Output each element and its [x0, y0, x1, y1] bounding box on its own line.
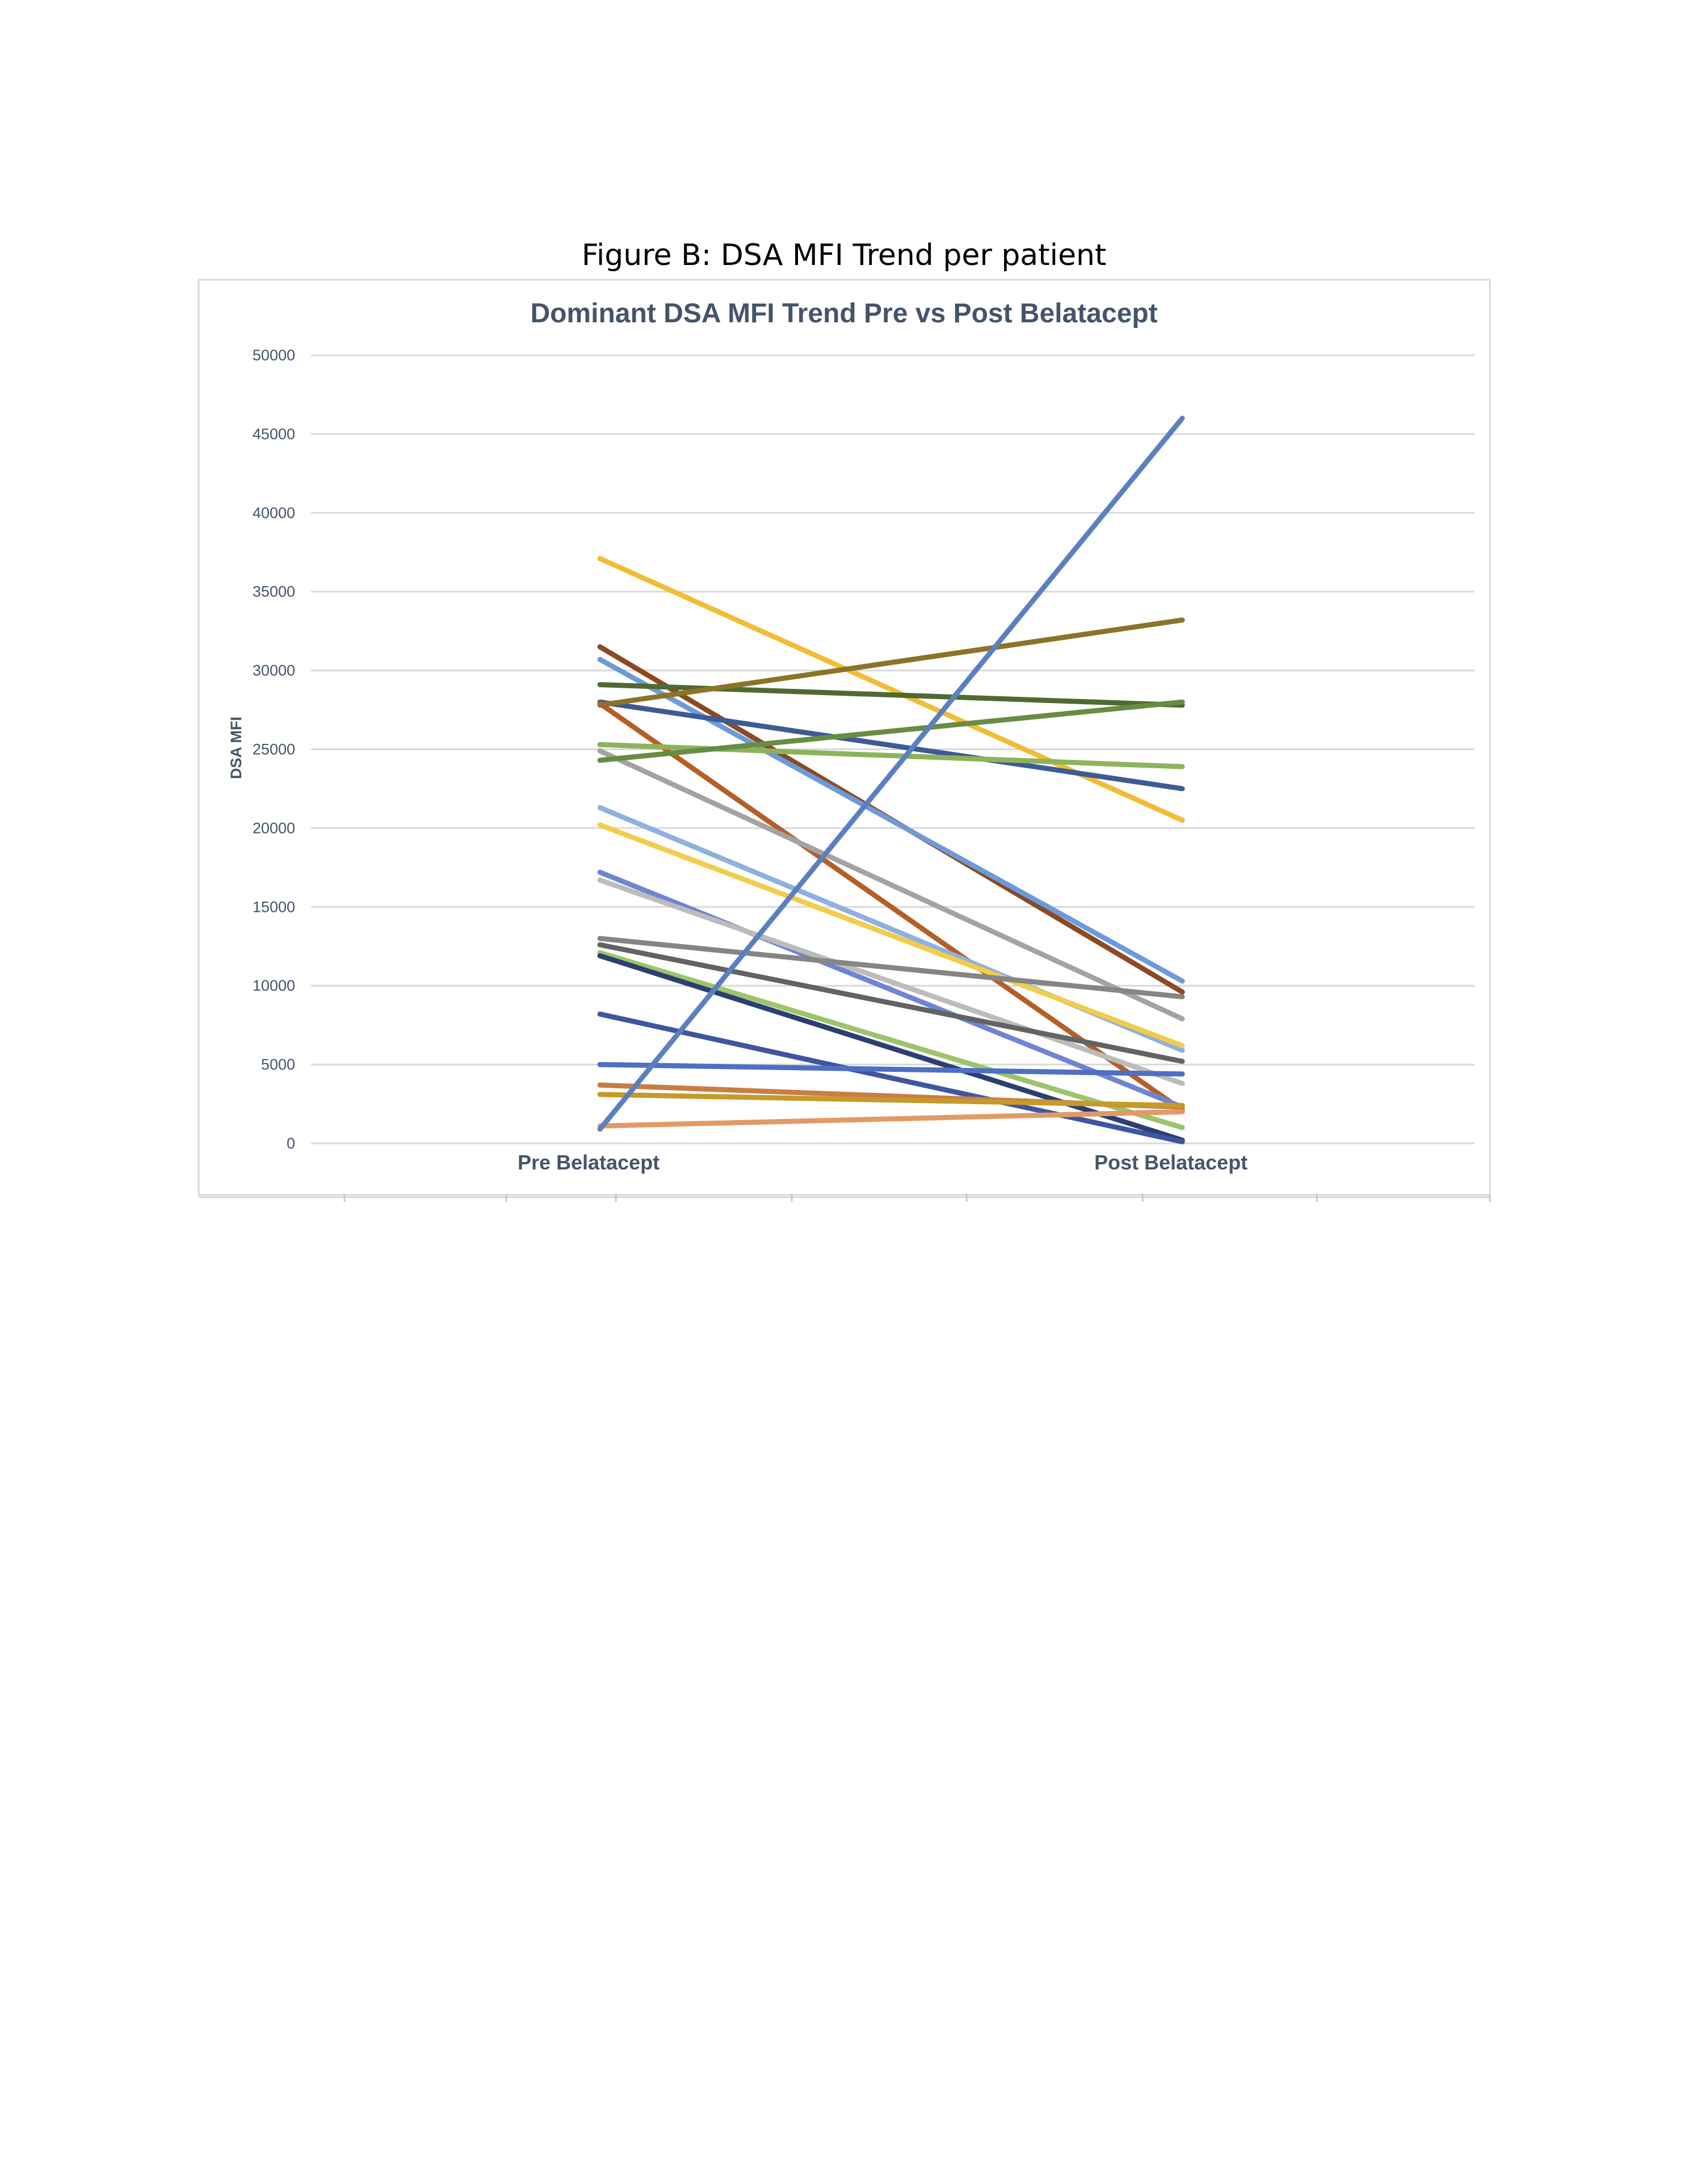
y-tick-label: 25000 — [252, 740, 295, 758]
y-axis-title: DSA MFI — [228, 717, 245, 779]
y-tick-label: 0 — [286, 1135, 295, 1152]
y-tick-label: 45000 — [252, 425, 295, 443]
category-label: Pre Belatacept — [517, 1151, 660, 1174]
y-tick-label: 20000 — [252, 819, 295, 837]
y-tick-label: 5000 — [261, 1056, 295, 1074]
y-tick-label: 40000 — [252, 504, 295, 521]
chart-title: Dominant DSA MFI Trend Pre vs Post Belatacept — [530, 298, 1158, 329]
y-tick-label: 50000 — [252, 347, 295, 364]
y-tick-label: 30000 — [252, 662, 295, 679]
y-tick-label: 35000 — [252, 583, 295, 600]
figure-title: Figure B: DSA MFI Trend per patient — [581, 238, 1107, 272]
category-label: Post Belatacept — [1094, 1151, 1248, 1174]
y-tick-label: 15000 — [252, 898, 295, 916]
y-tick-label: 10000 — [252, 977, 295, 995]
